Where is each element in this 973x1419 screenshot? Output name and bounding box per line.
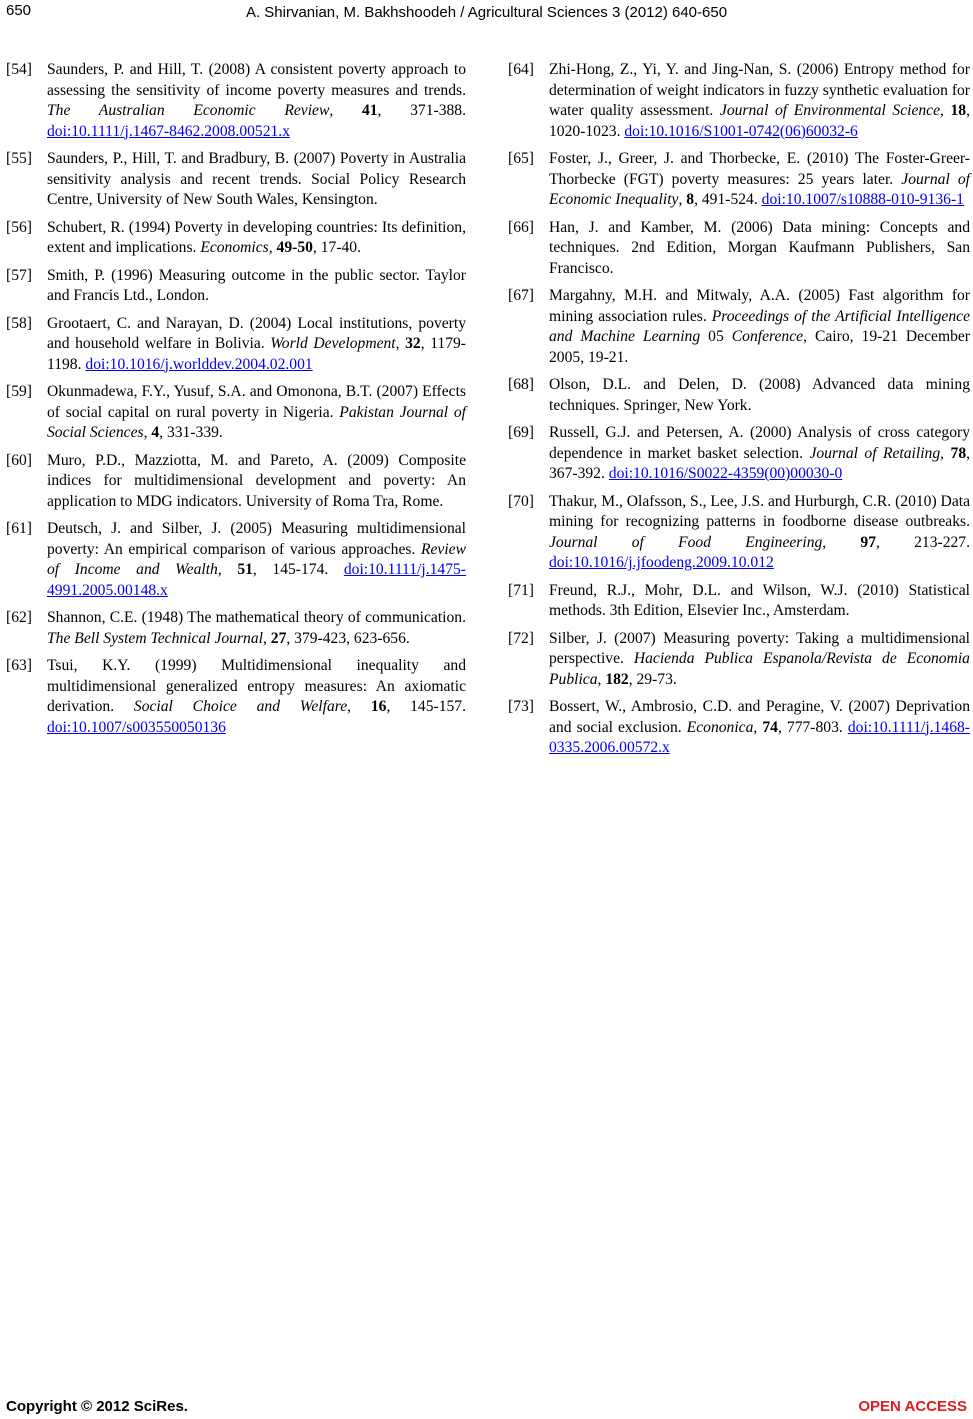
reference-text: Schubert, R. (1994) Poverty in developing countries: Its definition, extent and implications.: [47, 218, 466, 256]
reference-number: [58]: [6, 314, 32, 332]
journal-title: The Australian Economic Review: [47, 102, 330, 119]
reference-text: , 1179-1198.: [47, 335, 467, 373]
reference-text: ,: [217, 561, 238, 578]
reference-entry: [508, 629, 970, 691]
reference-text: Bossert, W., Ambrosio, C.D. and Peragine, V. (2007) Deprivation and social exclusion.: [549, 698, 970, 736]
reference-text: Saunders, P. and Hill, T. (2008) A consistent poverty approach to assessing the sensitivity of income poverty measures and trends.: [47, 61, 466, 99]
reference-text: ,: [143, 424, 152, 441]
journal-title: Journal of Food Engineering: [549, 533, 823, 551]
reference-text: , 331-339.: [159, 424, 223, 441]
reference-text: , 777-803.: [777, 718, 848, 736]
reference-text: , 29-73.: [628, 670, 677, 688]
journal-title: Econonica: [686, 718, 754, 736]
journal-title: The Bell System Technical Journal: [47, 629, 263, 647]
journal-title: Journal of Retailing: [809, 444, 941, 462]
journal-title: Journal of Economic Inequality: [549, 170, 970, 208]
volume-number: 8: [686, 191, 695, 208]
reference-text: , 145-157.: [386, 698, 466, 715]
references-right-column: [508, 60, 970, 766]
volume-number: 32: [405, 335, 421, 352]
volume-number: 4: [151, 424, 160, 441]
reference-text: , 17-40.: [312, 239, 361, 256]
reference-text: , 491-524.: [694, 191, 762, 208]
reference-entry: [6, 451, 466, 513]
doi-link[interactable]: doi:10.1016/j.jfoodeng.2009.10.012: [549, 554, 774, 571]
reference-text: ,: [268, 239, 277, 256]
reference-text: , 1020-1023.: [549, 102, 970, 140]
reference-number: [60]: [6, 451, 32, 469]
journal-title: Economics: [200, 239, 269, 256]
reference-text: Olson, D.L. and Delen, D. (2008) Advanced data mining techniques. Springer, New York.: [549, 376, 970, 414]
reference-text: ,: [940, 444, 951, 462]
reference-text: Silber, J. (2007) Measuring poverty: Taking a multidimensional perspective.: [549, 629, 970, 667]
reference-text: , 367-392.: [549, 444, 971, 482]
journal-title: Conference: [731, 328, 804, 345]
volume-number: 18: [950, 102, 967, 119]
reference-text: Freund, R.J., Mohr, D.L. and Wilson, W.J. (2010) Statistical methods. 3th Edition, Elsevier Inc., Amsterdam.: [549, 581, 970, 619]
volume-number: 41: [361, 102, 378, 119]
reference-text: Foster, J., Greer, J. and Thorbecke, E. (2010) The Foster-Greer-Thorbecke (FGT) poverty measures: 25 years later.: [549, 150, 970, 188]
reference-number: [66]: [508, 218, 534, 236]
reference-number: [68]: [508, 376, 534, 393]
reference-entry: [508, 375, 970, 416]
reference-text: Russell, G.J. and Petersen, A. (2000) Analysis of cross category dependence in market basket selection.: [549, 424, 970, 462]
doi-link[interactable]: doi:10.1111/j.1475-4991.2005.00148.x: [47, 561, 466, 599]
reference-text: , 379-423, 623-656.: [286, 629, 410, 647]
reference-number: [63]: [6, 657, 32, 674]
open-access-label: OPEN ACCESS: [858, 1398, 967, 1415]
doi-link[interactable]: doi:10.1016/S0022-4359(00)00030-0: [608, 465, 843, 482]
reference-entry: [6, 60, 466, 142]
volume-number: 97: [860, 533, 877, 551]
reference-entry: [6, 218, 466, 259]
reference-number: [67]: [508, 287, 534, 304]
reference-entry: [6, 608, 466, 649]
page-number: 650: [6, 2, 32, 19]
reference-text: , Cairo, 19-21 December 2005, 19-21.: [549, 328, 970, 366]
copyright-notice: Copyright © 2012 SciRes.: [6, 1398, 188, 1415]
reference-text: , 213-227.: [876, 533, 971, 551]
reference-text: ,: [347, 698, 371, 715]
reference-entry: [508, 60, 970, 142]
reference-text: ,: [940, 102, 951, 119]
reference-entry: [508, 149, 970, 211]
reference-entry: [508, 697, 970, 759]
reference-text: Deutsch, J. and Silber, J. (2005) Measuring multidimensional poverty: An empirical comparison of various approaches.: [47, 520, 466, 558]
reference-number: [56]: [6, 218, 32, 236]
journal-title: Journal of Environmental Science: [719, 102, 941, 119]
reference-entry: [6, 266, 466, 307]
reference-number: [57]: [6, 266, 32, 284]
reference-text: ,: [597, 670, 606, 688]
journal-title: Review of Income and Wealth: [47, 540, 466, 578]
running-head: A. Shirvanian, M. Bakhshoodeh / Agricultural Sciences 3 (2012) 640-650: [245, 4, 728, 21]
journal-title: World Development: [270, 335, 396, 352]
reference-entry: [6, 382, 466, 444]
reference-number: [70]: [508, 492, 534, 510]
volume-number: 49-50: [276, 239, 313, 256]
volume-number: 74: [762, 718, 778, 736]
reference-number: [71]: [508, 581, 534, 599]
reference-text: Margahny, M.H. and Mitwaly, A.A. (2005) Fast algorithm for mining association rules.: [549, 287, 970, 325]
reference-entry: [508, 286, 970, 368]
journal-title: Hacienda Publica Espanola/Revista de Economia Publica: [549, 650, 970, 688]
reference-text: Shannon, C.E. (1948) The mathematical theory of communication.: [47, 609, 466, 626]
reference-entry: [508, 218, 970, 280]
reference-number: [62]: [6, 609, 32, 626]
doi-link[interactable]: doi:10.1111/j.1467-8462.2008.00521.x: [47, 122, 290, 140]
reference-number: [72]: [508, 629, 534, 647]
reference-number: [65]: [508, 150, 534, 167]
reference-entry: [6, 656, 466, 738]
volume-number: 78: [950, 444, 967, 462]
reference-text: Grootaert, C. and Narayan, D. (2004) Local institutions, poverty and household welfare in Bolivia.: [47, 314, 466, 352]
reference-text: Muro, P.D., Mazziotta, M. and Pareto, A. (2009) Composite indices for multidimensional development and poverty: An application to MDG indicators. University of Roma Tra, Rome.: [47, 451, 466, 510]
volume-number: 27: [270, 629, 287, 647]
reference-entry: [508, 492, 970, 574]
doi-link[interactable]: doi:10.1007/s003550050136: [47, 718, 226, 736]
reference-text: ,: [753, 718, 763, 736]
reference-text: , 145-174.: [252, 561, 344, 578]
reference-entry: [508, 423, 970, 485]
reference-text: Smith, P. (1996) Measuring outcome in the public sector. Taylor and Francis Ltd., London.: [47, 266, 466, 304]
reference-text: Han, J. and Kamber, M. (2006) Data mining: Concepts and techniques. 2nd Edition, Morgan Kaufmann Publishers, San Francisco.: [549, 218, 970, 277]
reference-text: Saunders, P., Hill, T. and Bradbury, B. (2007) Poverty in Australia sensitivity analysis and recent trends. Social Policy Research Centre, University of New South Wales, Kensington.: [47, 150, 466, 208]
journal-title: Pakistan Journal of Social Sciences: [47, 403, 466, 441]
reference-text: , 371-388.: [377, 102, 466, 119]
reference-number: [64]: [508, 61, 534, 78]
doi-link[interactable]: doi:10.1007/s10888-010-9136-1: [761, 191, 964, 208]
reference-entry: [6, 519, 466, 601]
page-header: [0, 0, 973, 26]
volume-number: 51: [237, 561, 253, 578]
reference-text: ,: [822, 533, 861, 551]
reference-number: [55]: [6, 150, 32, 167]
reference-text: 05: [700, 328, 732, 345]
reference-text: Tsui, K.Y. (1999) Multidimensional inequality and multidimensional generalized entropy measures: An axiomatic derivation.: [47, 657, 466, 715]
reference-number: [61]: [6, 520, 32, 537]
doi-link[interactable]: doi:10.1016/j.worlddev.2004.02.001: [85, 355, 313, 373]
doi-link[interactable]: doi:10.1016/S1001-0742(06)60032-6: [624, 122, 858, 140]
doi-link[interactable]: doi:10.1111/j.1468-0335.2006.00572.x: [549, 718, 970, 756]
journal-title: Social Choice and Welfare: [133, 698, 348, 715]
reference-number: [73]: [508, 698, 534, 715]
reference-text: ,: [395, 335, 406, 352]
volume-number: 182: [605, 670, 629, 688]
reference-text: ,: [678, 191, 687, 208]
reference-entry: [6, 314, 466, 376]
reference-text: Zhi-Hong, Z., Yi, Y. and Jing-Nan, S. (2006) Entropy method for determination of weight indicators in fuzzy synthetic evaluation for water quality assessment.: [549, 61, 970, 119]
reference-number: [69]: [508, 424, 534, 441]
reference-entry: [6, 149, 466, 211]
volume-number: 16: [370, 698, 387, 715]
reference-entry: [508, 581, 970, 622]
reference-number: [54]: [6, 61, 32, 78]
reference-text: Thakur, M., Olafsson, S., Lee, J.S. and Hurburgh, C.R. (2010) Data mining for recognizing patterns in foodborne disease outbreaks.: [549, 492, 970, 530]
reference-text: ,: [262, 629, 271, 647]
references-left-column: [6, 60, 466, 745]
reference-text: ,: [329, 102, 362, 119]
reference-text: Okunmadewa, F.Y., Yusuf, S.A. and Omonona, B.T. (2007) Effects of social capital on rural poverty in Nigeria.: [47, 383, 466, 421]
reference-number: [59]: [6, 383, 32, 400]
journal-title: Proceedings of the Artificial Intelligence and Machine Learning: [549, 307, 970, 345]
